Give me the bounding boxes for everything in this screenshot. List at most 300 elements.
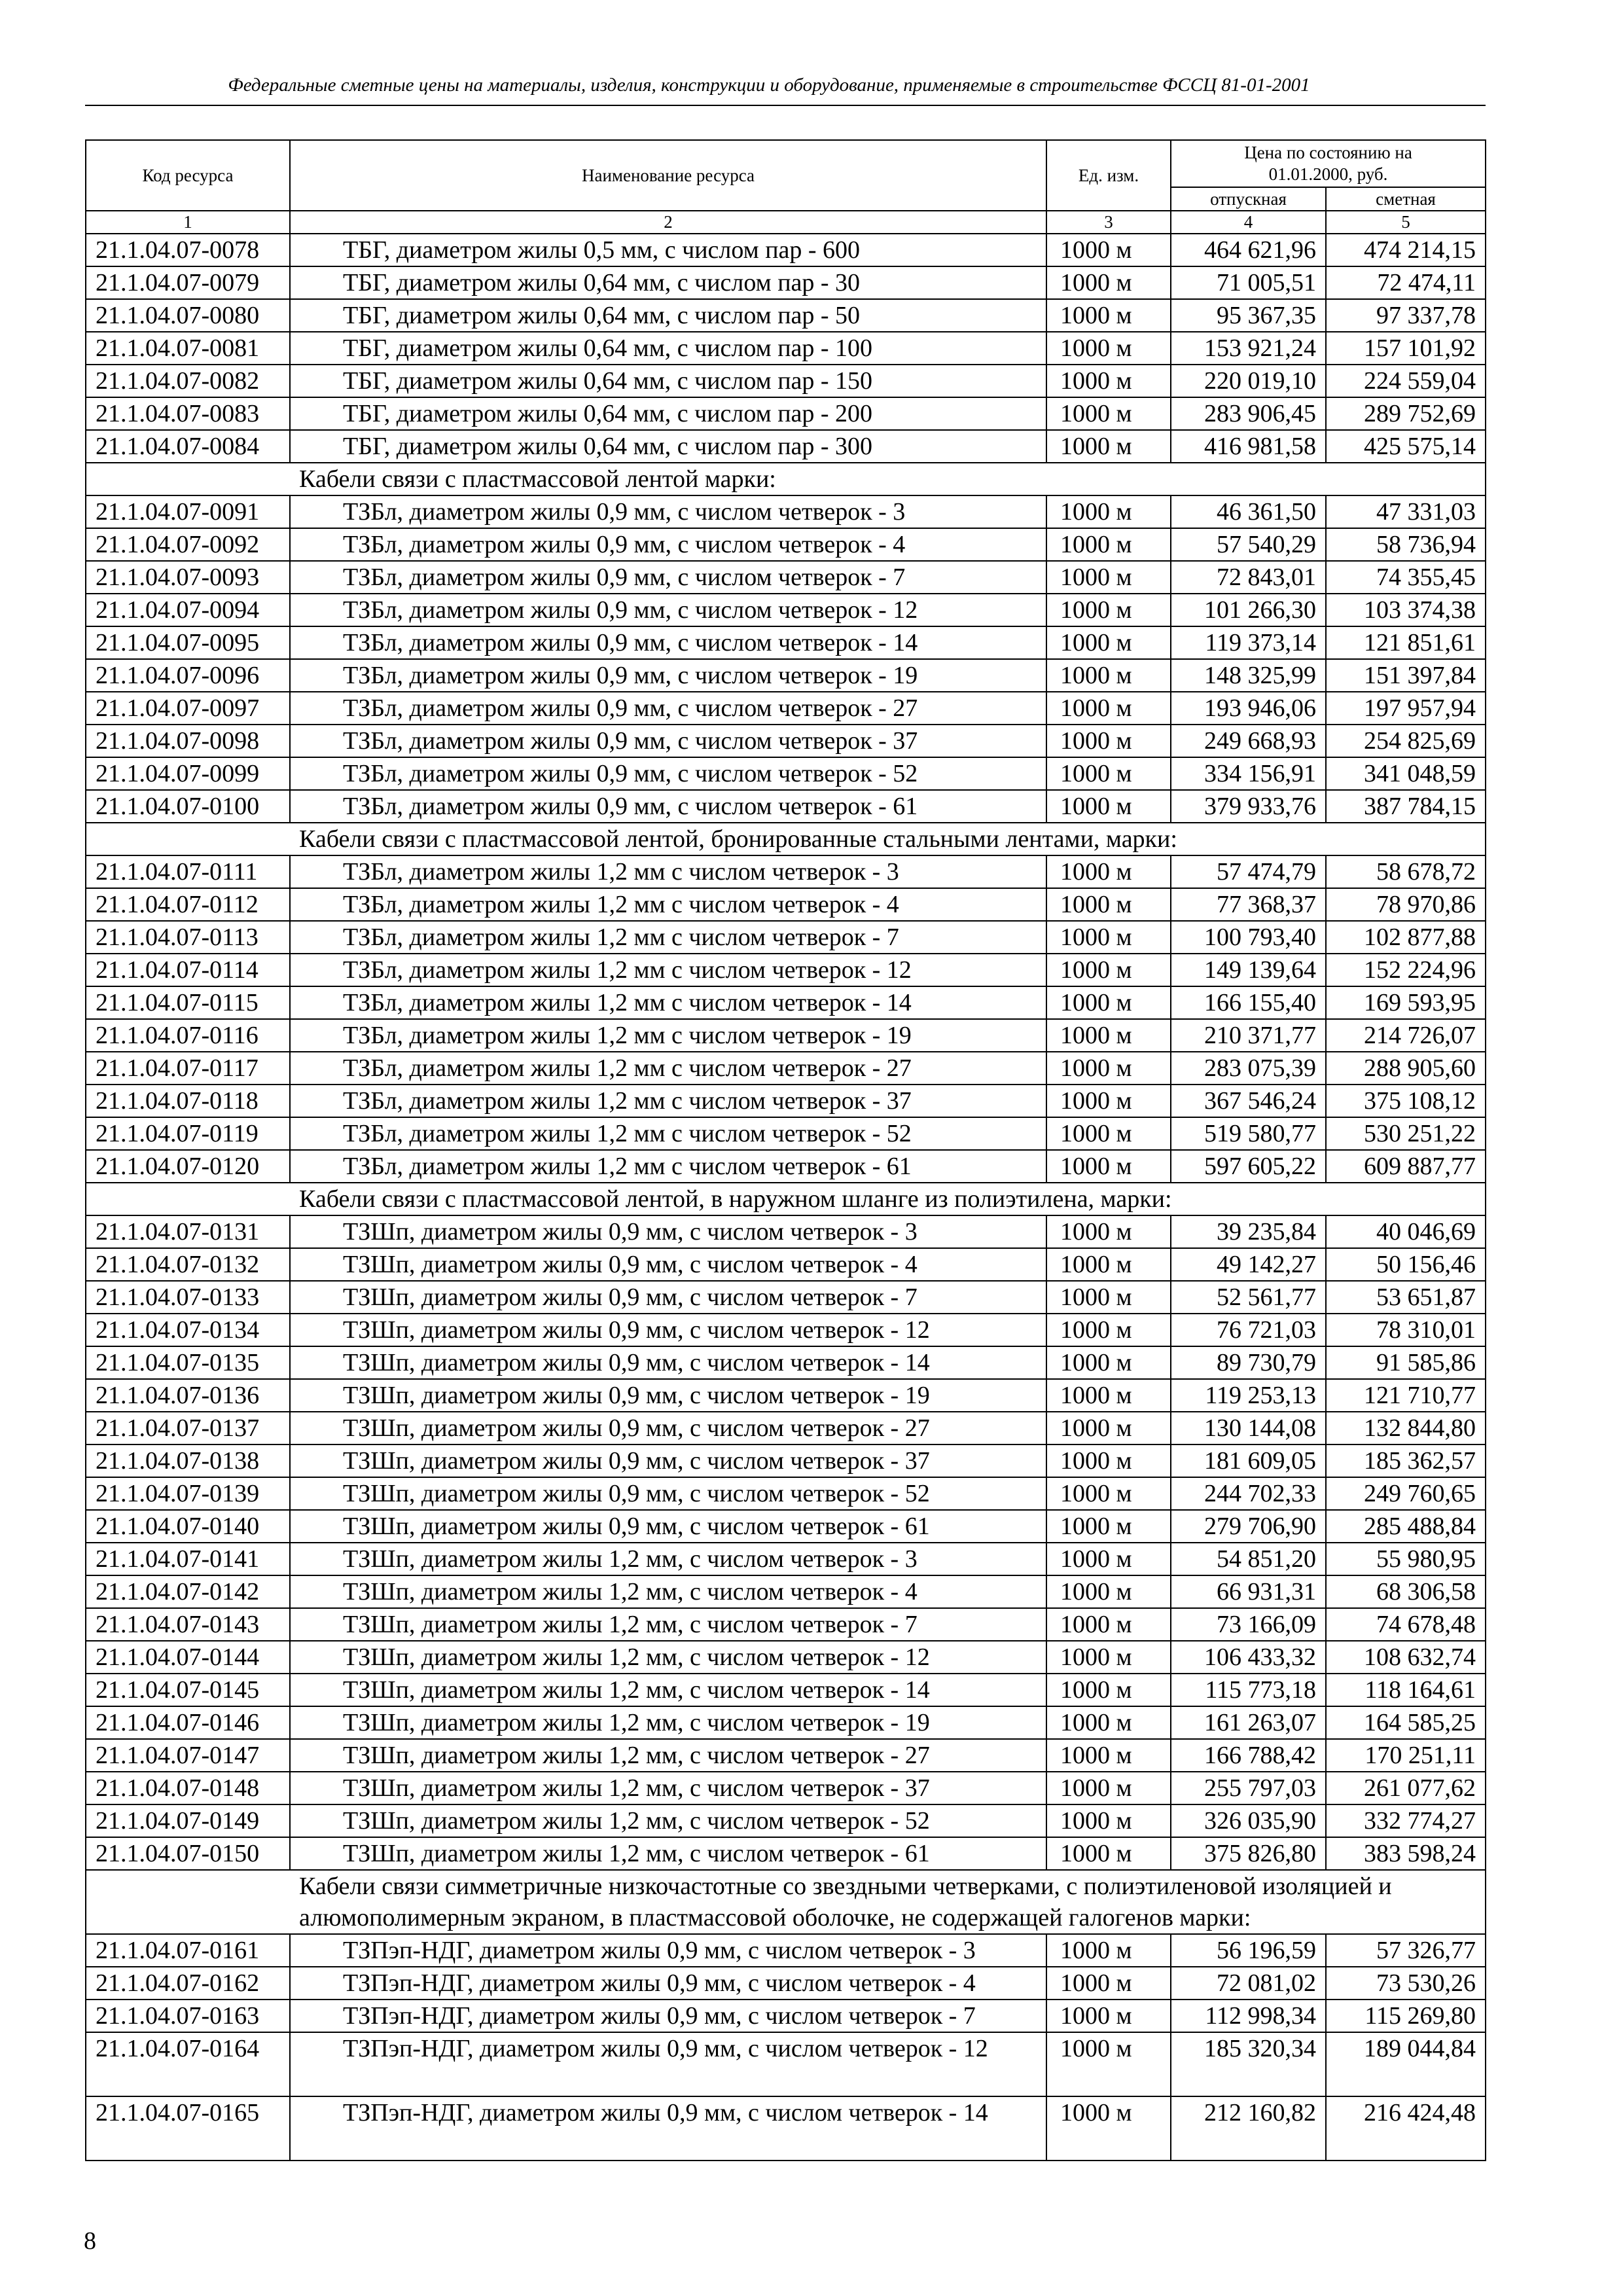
resource-name: ТЗБл, диаметром жилы 1,2 мм с числом четверок - 27 bbox=[343, 1054, 912, 1082]
resource-name: ТЗШп, диаметром жилы 1,2 мм, с числом четверок - 52 bbox=[343, 1807, 930, 1835]
resource-name: ТЗБл, диаметром жилы 0,9 мм, с числом четверок - 37 bbox=[343, 727, 918, 755]
column-number-row bbox=[86, 211, 1486, 234]
header-rule bbox=[85, 105, 1486, 106]
release-price-cell: 464 621,96 bbox=[1171, 234, 1326, 266]
resource-name-cell bbox=[290, 626, 1046, 659]
unit-cell: 1000 м bbox=[1046, 888, 1171, 921]
release-price-cell: 249 668,93 bbox=[1171, 725, 1326, 757]
resource-name-cell bbox=[290, 332, 1046, 365]
table-row bbox=[86, 1215, 1486, 1248]
unit-cell: 1000 м bbox=[1046, 2000, 1171, 2032]
unit-cell: 1000 м bbox=[1046, 1772, 1171, 1804]
resource-code-cell: 21.1.04.07-0081 bbox=[86, 332, 290, 365]
section-title: Кабели связи с пластмассовой лентой, бронированные стальными лентами, марки: bbox=[86, 823, 1486, 855]
resource-name-cell bbox=[290, 1314, 1046, 1346]
estimate-price-cell: 132 844,80 bbox=[1326, 1412, 1486, 1444]
section-row bbox=[86, 1183, 1486, 1215]
estimate-price-cell: 58 678,72 bbox=[1326, 855, 1486, 888]
resource-code-cell: 21.1.04.07-0147 bbox=[86, 1739, 290, 1772]
estimate-price-cell: 425 575,14 bbox=[1326, 430, 1486, 463]
unit-cell: 1000 м bbox=[1046, 1215, 1171, 1248]
release-price-cell: 166 155,40 bbox=[1171, 986, 1326, 1019]
release-price-cell: 212 160,82 bbox=[1171, 2096, 1326, 2161]
release-price-cell: 279 706,90 bbox=[1171, 1510, 1326, 1543]
resource-name: ТБГ, диаметром жилы 0,64 мм, с числом пар - 150 bbox=[343, 367, 873, 395]
release-price-cell: 283 906,45 bbox=[1171, 397, 1326, 430]
unit-cell: 1000 м bbox=[1046, 1967, 1171, 2000]
section-title: Кабели связи с пластмассовой лентой марки: bbox=[86, 463, 1486, 495]
resource-name: ТЗШп, диаметром жилы 1,2 мм, с числом четверок - 19 bbox=[343, 1709, 930, 1736]
table-row bbox=[86, 1837, 1486, 1870]
resource-code-cell: 21.1.04.07-0132 bbox=[86, 1248, 290, 1281]
resource-name-cell bbox=[290, 1772, 1046, 1804]
resource-name-cell bbox=[290, 1967, 1046, 2000]
resource-name: ТЗШп, диаметром жилы 0,9 мм, с числом четверок - 7 bbox=[343, 1283, 918, 1311]
resource-code-cell: 21.1.04.07-0095 bbox=[86, 626, 290, 659]
resource-code-cell: 21.1.04.07-0163 bbox=[86, 2000, 290, 2032]
estimate-price-cell: 118 164,61 bbox=[1326, 1674, 1486, 1706]
table-row bbox=[86, 1706, 1486, 1739]
unit-cell: 1000 м bbox=[1046, 2096, 1171, 2161]
release-price-cell: 130 144,08 bbox=[1171, 1412, 1326, 1444]
resource-code-cell: 21.1.04.07-0091 bbox=[86, 495, 290, 528]
table-row bbox=[86, 888, 1486, 921]
unit-cell: 1000 м bbox=[1046, 954, 1171, 986]
estimate-price-cell: 332 774,27 bbox=[1326, 1804, 1486, 1837]
release-price-cell: 73 166,09 bbox=[1171, 1608, 1326, 1641]
estimate-price-cell: 102 877,88 bbox=[1326, 921, 1486, 954]
unit-cell: 1000 м bbox=[1046, 1739, 1171, 1772]
resource-name: ТЗБл, диаметром жилы 0,9 мм, с числом четверок - 27 bbox=[343, 694, 918, 722]
resource-code-cell: 21.1.04.07-0119 bbox=[86, 1117, 290, 1150]
release-price-cell: 379 933,76 bbox=[1171, 790, 1326, 823]
table-row bbox=[86, 1804, 1486, 1837]
resource-name-cell bbox=[290, 495, 1046, 528]
table-row bbox=[86, 921, 1486, 954]
table-row bbox=[86, 1379, 1486, 1412]
unit-cell: 1000 м bbox=[1046, 1804, 1171, 1837]
estimate-price-cell: 121 710,77 bbox=[1326, 1379, 1486, 1412]
estimate-price-cell: 387 784,15 bbox=[1326, 790, 1486, 823]
unit-cell: 1000 м bbox=[1046, 430, 1171, 463]
unit-cell: 1000 м bbox=[1046, 1706, 1171, 1739]
unit-cell: 1000 м bbox=[1046, 626, 1171, 659]
table-row bbox=[86, 2096, 1486, 2161]
table-row bbox=[86, 1543, 1486, 1575]
table-row bbox=[86, 495, 1486, 528]
resource-name: ТЗШп, диаметром жилы 1,2 мм, с числом четверок - 12 bbox=[343, 1643, 930, 1671]
unit-cell: 1000 м bbox=[1046, 659, 1171, 692]
resource-code-cell: 21.1.04.07-0162 bbox=[86, 1967, 290, 2000]
resource-code-cell: 21.1.04.07-0115 bbox=[86, 986, 290, 1019]
resource-name: ТЗБл, диаметром жилы 1,2 мм с числом четверок - 7 bbox=[343, 924, 899, 951]
release-price-cell: 89 730,79 bbox=[1171, 1346, 1326, 1379]
unit-cell: 1000 м bbox=[1046, 855, 1171, 888]
resource-code-cell: 21.1.04.07-0098 bbox=[86, 725, 290, 757]
resource-name: ТЗШп, диаметром жилы 0,9 мм, с числом четверок - 52 bbox=[343, 1480, 930, 1507]
resource-code-cell: 21.1.04.07-0131 bbox=[86, 1215, 290, 1248]
estimate-price-cell: 214 726,07 bbox=[1326, 1019, 1486, 1052]
unit-cell: 1000 м bbox=[1046, 1150, 1171, 1183]
estimate-price-cell: 47 331,03 bbox=[1326, 495, 1486, 528]
resource-name-cell bbox=[290, 1379, 1046, 1412]
unit-cell: 1000 м bbox=[1046, 757, 1171, 790]
section-title: Кабели связи симметричные низкочастотные со звездными четверками, с полиэтиленовой изоляцией и алюмополимерным экраном, в пластмассовой оболочке, не содержащей галогенов марки: bbox=[86, 1870, 1486, 1934]
resource-code-cell: 21.1.04.07-0149 bbox=[86, 1804, 290, 1837]
resource-code-cell: 21.1.04.07-0164 bbox=[86, 2032, 290, 2096]
resource-code-cell: 21.1.04.07-0116 bbox=[86, 1019, 290, 1052]
release-price-cell: 597 605,22 bbox=[1171, 1150, 1326, 1183]
resource-name: ТЗБл, диаметром жилы 1,2 мм с числом четверок - 19 bbox=[343, 1022, 912, 1049]
table-row bbox=[86, 1510, 1486, 1543]
table-row bbox=[86, 1150, 1486, 1183]
col-header-unit: Ед. изм. bbox=[1046, 140, 1171, 211]
resource-code-cell: 21.1.04.07-0161 bbox=[86, 1934, 290, 1967]
col-number: 5 bbox=[1326, 211, 1486, 234]
table-row bbox=[86, 365, 1486, 397]
resource-name: ТЗШп, диаметром жилы 0,9 мм, с числом четверок - 19 bbox=[343, 1382, 930, 1409]
resource-name-cell bbox=[290, 1052, 1046, 1085]
estimate-price-cell: 254 825,69 bbox=[1326, 725, 1486, 757]
unit-cell: 1000 м bbox=[1046, 1314, 1171, 1346]
unit-cell: 1000 м bbox=[1046, 1674, 1171, 1706]
table-row bbox=[86, 332, 1486, 365]
release-price-cell: 185 320,34 bbox=[1171, 2032, 1326, 2096]
release-price-cell: 115 773,18 bbox=[1171, 1674, 1326, 1706]
table-row bbox=[86, 1608, 1486, 1641]
resource-name-cell bbox=[290, 2000, 1046, 2032]
resource-name: ТЗБл, диаметром жилы 0,9 мм, с числом четверок - 3 bbox=[343, 498, 906, 526]
table-row bbox=[86, 1967, 1486, 2000]
estimate-price-cell: 57 326,77 bbox=[1326, 1934, 1486, 1967]
resource-name-cell bbox=[290, 1117, 1046, 1150]
release-price-cell: 166 788,42 bbox=[1171, 1739, 1326, 1772]
resource-name-cell bbox=[290, 692, 1046, 725]
resource-name: ТЗБл, диаметром жилы 1,2 мм с числом четверок - 4 bbox=[343, 891, 899, 918]
resource-name: ТЗПэп-НДГ, диаметром жилы 0,9 мм, с числом четверок - 12 bbox=[343, 2035, 988, 2062]
table-row bbox=[86, 1934, 1486, 1967]
estimate-price-cell: 40 046,69 bbox=[1326, 1215, 1486, 1248]
table-row bbox=[86, 1314, 1486, 1346]
unit-cell: 1000 м bbox=[1046, 397, 1171, 430]
table-row bbox=[86, 266, 1486, 299]
release-price-cell: 49 142,27 bbox=[1171, 1248, 1326, 1281]
resource-name: ТБГ, диаметром жилы 0,64 мм, с числом пар - 50 bbox=[343, 302, 861, 329]
estimate-price-cell: 74 678,48 bbox=[1326, 1608, 1486, 1641]
resource-name: ТЗБл, диаметром жилы 0,9 мм, с числом четверок - 7 bbox=[343, 564, 906, 591]
unit-cell: 1000 м bbox=[1046, 1575, 1171, 1608]
release-price-cell: 153 921,24 bbox=[1171, 332, 1326, 365]
unit-cell: 1000 м bbox=[1046, 266, 1171, 299]
unit-cell: 1000 м bbox=[1046, 1608, 1171, 1641]
col-number: 2 bbox=[290, 211, 1046, 234]
unit-cell: 1000 м bbox=[1046, 1934, 1171, 1967]
resource-name: ТЗБл, диаметром жилы 1,2 мм с числом четверок - 14 bbox=[343, 989, 912, 1016]
estimate-price-cell: 261 077,62 bbox=[1326, 1772, 1486, 1804]
resource-code-cell: 21.1.04.07-0093 bbox=[86, 561, 290, 594]
resource-name-cell bbox=[290, 1674, 1046, 1706]
unit-cell: 1000 м bbox=[1046, 332, 1171, 365]
estimate-price-cell: 68 306,58 bbox=[1326, 1575, 1486, 1608]
release-price-cell: 148 325,99 bbox=[1171, 659, 1326, 692]
unit-cell: 1000 м bbox=[1046, 1085, 1171, 1117]
estimate-price-cell: 189 044,84 bbox=[1326, 2032, 1486, 2096]
unit-cell: 1000 м bbox=[1046, 299, 1171, 332]
resource-name: ТЗБл, диаметром жилы 0,9 мм, с числом четверок - 19 bbox=[343, 662, 918, 689]
estimate-price-cell: 152 224,96 bbox=[1326, 954, 1486, 986]
resource-name-cell bbox=[290, 725, 1046, 757]
unit-cell: 1000 м bbox=[1046, 986, 1171, 1019]
table-row bbox=[86, 725, 1486, 757]
resource-name: ТБГ, диаметром жилы 0,64 мм, с числом пар - 300 bbox=[343, 433, 873, 460]
table-row bbox=[86, 594, 1486, 626]
resource-name-cell bbox=[290, 2096, 1046, 2161]
resource-code-cell: 21.1.04.07-0080 bbox=[86, 299, 290, 332]
estimate-price-cell: 103 374,38 bbox=[1326, 594, 1486, 626]
resource-name: ТБГ, диаметром жилы 0,64 мм, с числом пар - 100 bbox=[343, 334, 873, 362]
resource-code-cell: 21.1.04.07-0150 bbox=[86, 1837, 290, 1870]
estimate-price-cell: 50 156,46 bbox=[1326, 1248, 1486, 1281]
resource-code-cell: 21.1.04.07-0112 bbox=[86, 888, 290, 921]
resource-name: ТЗПэп-НДГ, диаметром жилы 0,9 мм, с числом четверок - 4 bbox=[343, 1969, 976, 1997]
estimate-price-cell: 169 593,95 bbox=[1326, 986, 1486, 1019]
release-price-cell: 100 793,40 bbox=[1171, 921, 1326, 954]
estimate-price-cell: 97 337,78 bbox=[1326, 299, 1486, 332]
estimate-price-cell: 53 651,87 bbox=[1326, 1281, 1486, 1314]
resource-name: ТЗБл, диаметром жилы 1,2 мм с числом четверок - 37 bbox=[343, 1087, 912, 1115]
estimate-price-cell: 151 397,84 bbox=[1326, 659, 1486, 692]
release-price-cell: 326 035,90 bbox=[1171, 1804, 1326, 1837]
col-number: 1 bbox=[86, 211, 290, 234]
estimate-price-cell: 341 048,59 bbox=[1326, 757, 1486, 790]
estimate-price-cell: 121 851,61 bbox=[1326, 626, 1486, 659]
resource-name-cell bbox=[290, 234, 1046, 266]
resource-name: ТЗПэп-НДГ, диаметром жилы 0,9 мм, с числом четверок - 7 bbox=[343, 2002, 976, 2030]
unit-cell: 1000 м bbox=[1046, 561, 1171, 594]
resource-name: ТЗПэп-НДГ, диаметром жилы 0,9 мм, с числом четверок - 14 bbox=[343, 2099, 988, 2126]
resource-code-cell: 21.1.04.07-0139 bbox=[86, 1477, 290, 1510]
unit-cell: 1000 м bbox=[1046, 2032, 1171, 2096]
release-price-cell: 72 843,01 bbox=[1171, 561, 1326, 594]
resource-name-cell bbox=[290, 921, 1046, 954]
resource-name-cell bbox=[290, 430, 1046, 463]
unit-cell: 1000 м bbox=[1046, 365, 1171, 397]
release-price-cell: 375 826,80 bbox=[1171, 1837, 1326, 1870]
table-row bbox=[86, 299, 1486, 332]
resource-code-cell: 21.1.04.07-0094 bbox=[86, 594, 290, 626]
resource-name-cell bbox=[290, 1150, 1046, 1183]
page-number: 8 bbox=[84, 2227, 96, 2255]
release-price-cell: 71 005,51 bbox=[1171, 266, 1326, 299]
resource-code-cell: 21.1.04.07-0096 bbox=[86, 659, 290, 692]
unit-cell: 1000 м bbox=[1046, 725, 1171, 757]
release-price-cell: 106 433,32 bbox=[1171, 1641, 1326, 1674]
table-row bbox=[86, 1444, 1486, 1477]
resource-name: ТЗБл, диаметром жилы 0,9 мм, с числом четверок - 52 bbox=[343, 760, 918, 787]
resource-name: ТЗШп, диаметром жилы 0,9 мм, с числом четверок - 61 bbox=[343, 1513, 930, 1540]
estimate-price-cell: 73 530,26 bbox=[1326, 1967, 1486, 2000]
release-price-cell: 95 367,35 bbox=[1171, 299, 1326, 332]
resource-name: ТЗШп, диаметром жилы 1,2 мм, с числом четверок - 27 bbox=[343, 1742, 930, 1769]
resource-name-cell bbox=[290, 1412, 1046, 1444]
release-price-cell: 77 368,37 bbox=[1171, 888, 1326, 921]
estimate-price-cell: 474 214,15 bbox=[1326, 234, 1486, 266]
col-number: 3 bbox=[1046, 211, 1171, 234]
resource-name-cell bbox=[290, 299, 1046, 332]
unit-cell: 1000 м bbox=[1046, 1379, 1171, 1412]
table-row bbox=[86, 1412, 1486, 1444]
release-price-cell: 519 580,77 bbox=[1171, 1117, 1326, 1150]
release-price-cell: 39 235,84 bbox=[1171, 1215, 1326, 1248]
resource-name: ТЗШп, диаметром жилы 0,9 мм, с числом четверок - 3 bbox=[343, 1218, 918, 1246]
unit-cell: 1000 м bbox=[1046, 594, 1171, 626]
release-price-cell: 210 371,77 bbox=[1171, 1019, 1326, 1052]
resource-code-cell: 21.1.04.07-0111 bbox=[86, 855, 290, 888]
table-row bbox=[86, 528, 1486, 561]
resource-name: ТЗШп, диаметром жилы 1,2 мм, с числом четверок - 14 bbox=[343, 1676, 930, 1704]
resource-name-cell bbox=[290, 1346, 1046, 1379]
resource-code-cell: 21.1.04.07-0137 bbox=[86, 1412, 290, 1444]
release-price-cell: 161 263,07 bbox=[1171, 1706, 1326, 1739]
release-price-cell: 72 081,02 bbox=[1171, 1967, 1326, 2000]
unit-cell: 1000 м bbox=[1046, 692, 1171, 725]
estimate-price-cell: 216 424,48 bbox=[1326, 2096, 1486, 2161]
table-row bbox=[86, 1739, 1486, 1772]
col-number: 4 bbox=[1171, 211, 1326, 234]
release-price-cell: 112 998,34 bbox=[1171, 2000, 1326, 2032]
resource-name-cell bbox=[290, 888, 1046, 921]
resource-name-cell bbox=[290, 659, 1046, 692]
estimate-price-cell: 224 559,04 bbox=[1326, 365, 1486, 397]
document-header: Федеральные сметные цены на материалы, изделия, конструкции и оборудование, применяемые в строительстве ФССЦ 81-01-2001 bbox=[228, 75, 1310, 96]
resource-name-cell bbox=[290, 1739, 1046, 1772]
release-price-cell: 57 540,29 bbox=[1171, 528, 1326, 561]
estimate-price-cell: 55 980,95 bbox=[1326, 1543, 1486, 1575]
resource-name: ТБГ, диаметром жилы 0,64 мм, с числом пар - 200 bbox=[343, 400, 873, 427]
resource-name: ТЗШп, диаметром жилы 0,9 мм, с числом четверок - 12 bbox=[343, 1316, 930, 1344]
table-row bbox=[86, 430, 1486, 463]
col-header-release: отпускная bbox=[1171, 187, 1326, 211]
table-row bbox=[86, 626, 1486, 659]
estimate-price-cell: 285 488,84 bbox=[1326, 1510, 1486, 1543]
resource-name-cell bbox=[290, 954, 1046, 986]
resource-name-cell bbox=[290, 1215, 1046, 1248]
release-price-cell: 56 196,59 bbox=[1171, 1934, 1326, 1967]
release-price-cell: 54 851,20 bbox=[1171, 1543, 1326, 1575]
resource-name-cell bbox=[290, 986, 1046, 1019]
unit-cell: 1000 м bbox=[1046, 1412, 1171, 1444]
table-row bbox=[86, 2000, 1486, 2032]
section-row bbox=[86, 823, 1486, 855]
resource-code-cell: 21.1.04.07-0135 bbox=[86, 1346, 290, 1379]
table-row bbox=[86, 1674, 1486, 1706]
resource-code-cell: 21.1.04.07-0145 bbox=[86, 1674, 290, 1706]
resource-code-cell: 21.1.04.07-0100 bbox=[86, 790, 290, 823]
unit-cell: 1000 м bbox=[1046, 1019, 1171, 1052]
estimate-price-cell: 78 310,01 bbox=[1326, 1314, 1486, 1346]
resource-name-cell bbox=[290, 1444, 1046, 1477]
resource-name: ТЗБл, диаметром жилы 0,9 мм, с числом четверок - 61 bbox=[343, 793, 918, 820]
resource-name-cell bbox=[290, 397, 1046, 430]
resource-name-cell bbox=[290, 561, 1046, 594]
resource-name: ТЗШп, диаметром жилы 0,9 мм, с числом четверок - 4 bbox=[343, 1251, 918, 1278]
unit-cell: 1000 м bbox=[1046, 1477, 1171, 1510]
resource-code-cell: 21.1.04.07-0084 bbox=[86, 430, 290, 463]
estimate-price-cell: 375 108,12 bbox=[1326, 1085, 1486, 1117]
table-row bbox=[86, 954, 1486, 986]
table-row bbox=[86, 1085, 1486, 1117]
resource-name-cell bbox=[290, 594, 1046, 626]
resource-name-cell bbox=[290, 365, 1046, 397]
unit-cell: 1000 м bbox=[1046, 1510, 1171, 1543]
release-price-cell: 52 561,77 bbox=[1171, 1281, 1326, 1314]
unit-cell: 1000 м bbox=[1046, 1543, 1171, 1575]
unit-cell: 1000 м bbox=[1046, 528, 1171, 561]
table-row bbox=[86, 1248, 1486, 1281]
estimate-price-cell: 72 474,11 bbox=[1326, 266, 1486, 299]
resource-code-cell: 21.1.04.07-0114 bbox=[86, 954, 290, 986]
table-row bbox=[86, 1052, 1486, 1085]
col-header-name: Наименование ресурса bbox=[290, 140, 1046, 211]
release-price-cell: 181 609,05 bbox=[1171, 1444, 1326, 1477]
estimate-price-cell: 164 585,25 bbox=[1326, 1706, 1486, 1739]
resource-name-cell bbox=[290, 1641, 1046, 1674]
resource-name: ТЗБл, диаметром жилы 0,9 мм, с числом четверок - 12 bbox=[343, 596, 918, 624]
resource-code-cell: 21.1.04.07-0141 bbox=[86, 1543, 290, 1575]
resource-name: ТЗБл, диаметром жилы 0,9 мм, с числом четверок - 14 bbox=[343, 629, 918, 656]
unit-cell: 1000 м bbox=[1046, 495, 1171, 528]
unit-cell: 1000 м bbox=[1046, 1281, 1171, 1314]
table-row bbox=[86, 397, 1486, 430]
estimate-price-cell: 115 269,80 bbox=[1326, 2000, 1486, 2032]
release-price-cell: 193 946,06 bbox=[1171, 692, 1326, 725]
resource-code-cell: 21.1.04.07-0082 bbox=[86, 365, 290, 397]
col-header-estimate: сметная bbox=[1326, 187, 1486, 211]
resource-code-cell: 21.1.04.07-0097 bbox=[86, 692, 290, 725]
table-row bbox=[86, 1477, 1486, 1510]
table-row bbox=[86, 1281, 1486, 1314]
resource-code-cell: 21.1.04.07-0165 bbox=[86, 2096, 290, 2161]
table-row bbox=[86, 1641, 1486, 1674]
section-title: Кабели связи с пластмассовой лентой, в наружном шланге из полиэтилена, марки: bbox=[86, 1183, 1486, 1215]
estimate-price-cell: 74 355,45 bbox=[1326, 561, 1486, 594]
release-price-cell: 255 797,03 bbox=[1171, 1772, 1326, 1804]
resource-name-cell bbox=[290, 1248, 1046, 1281]
release-price-cell: 334 156,91 bbox=[1171, 757, 1326, 790]
resource-code-cell: 21.1.04.07-0144 bbox=[86, 1641, 290, 1674]
table-row bbox=[86, 1772, 1486, 1804]
resource-code-cell: 21.1.04.07-0146 bbox=[86, 1706, 290, 1739]
resource-code-cell: 21.1.04.07-0140 bbox=[86, 1510, 290, 1543]
unit-cell: 1000 м bbox=[1046, 1444, 1171, 1477]
unit-cell: 1000 м bbox=[1046, 1052, 1171, 1085]
table-row bbox=[86, 1346, 1486, 1379]
resource-code-cell: 21.1.04.07-0143 bbox=[86, 1608, 290, 1641]
release-price-cell: 244 702,33 bbox=[1171, 1477, 1326, 1510]
resource-name-cell bbox=[290, 266, 1046, 299]
resource-code-cell: 21.1.04.07-0120 bbox=[86, 1150, 290, 1183]
table-row bbox=[86, 757, 1486, 790]
resource-code-cell: 21.1.04.07-0138 bbox=[86, 1444, 290, 1477]
resource-name: ТБГ, диаметром жилы 0,64 мм, с числом пар - 30 bbox=[343, 269, 861, 296]
resource-code-cell: 21.1.04.07-0136 bbox=[86, 1379, 290, 1412]
resource-name-cell bbox=[290, 1510, 1046, 1543]
resource-name: ТЗШп, диаметром жилы 1,2 мм, с числом четверок - 37 bbox=[343, 1774, 930, 1802]
resource-name-cell bbox=[290, 528, 1046, 561]
release-price-cell: 119 253,13 bbox=[1171, 1379, 1326, 1412]
resource-name-cell bbox=[290, 1543, 1046, 1575]
resource-name-cell bbox=[290, 1804, 1046, 1837]
